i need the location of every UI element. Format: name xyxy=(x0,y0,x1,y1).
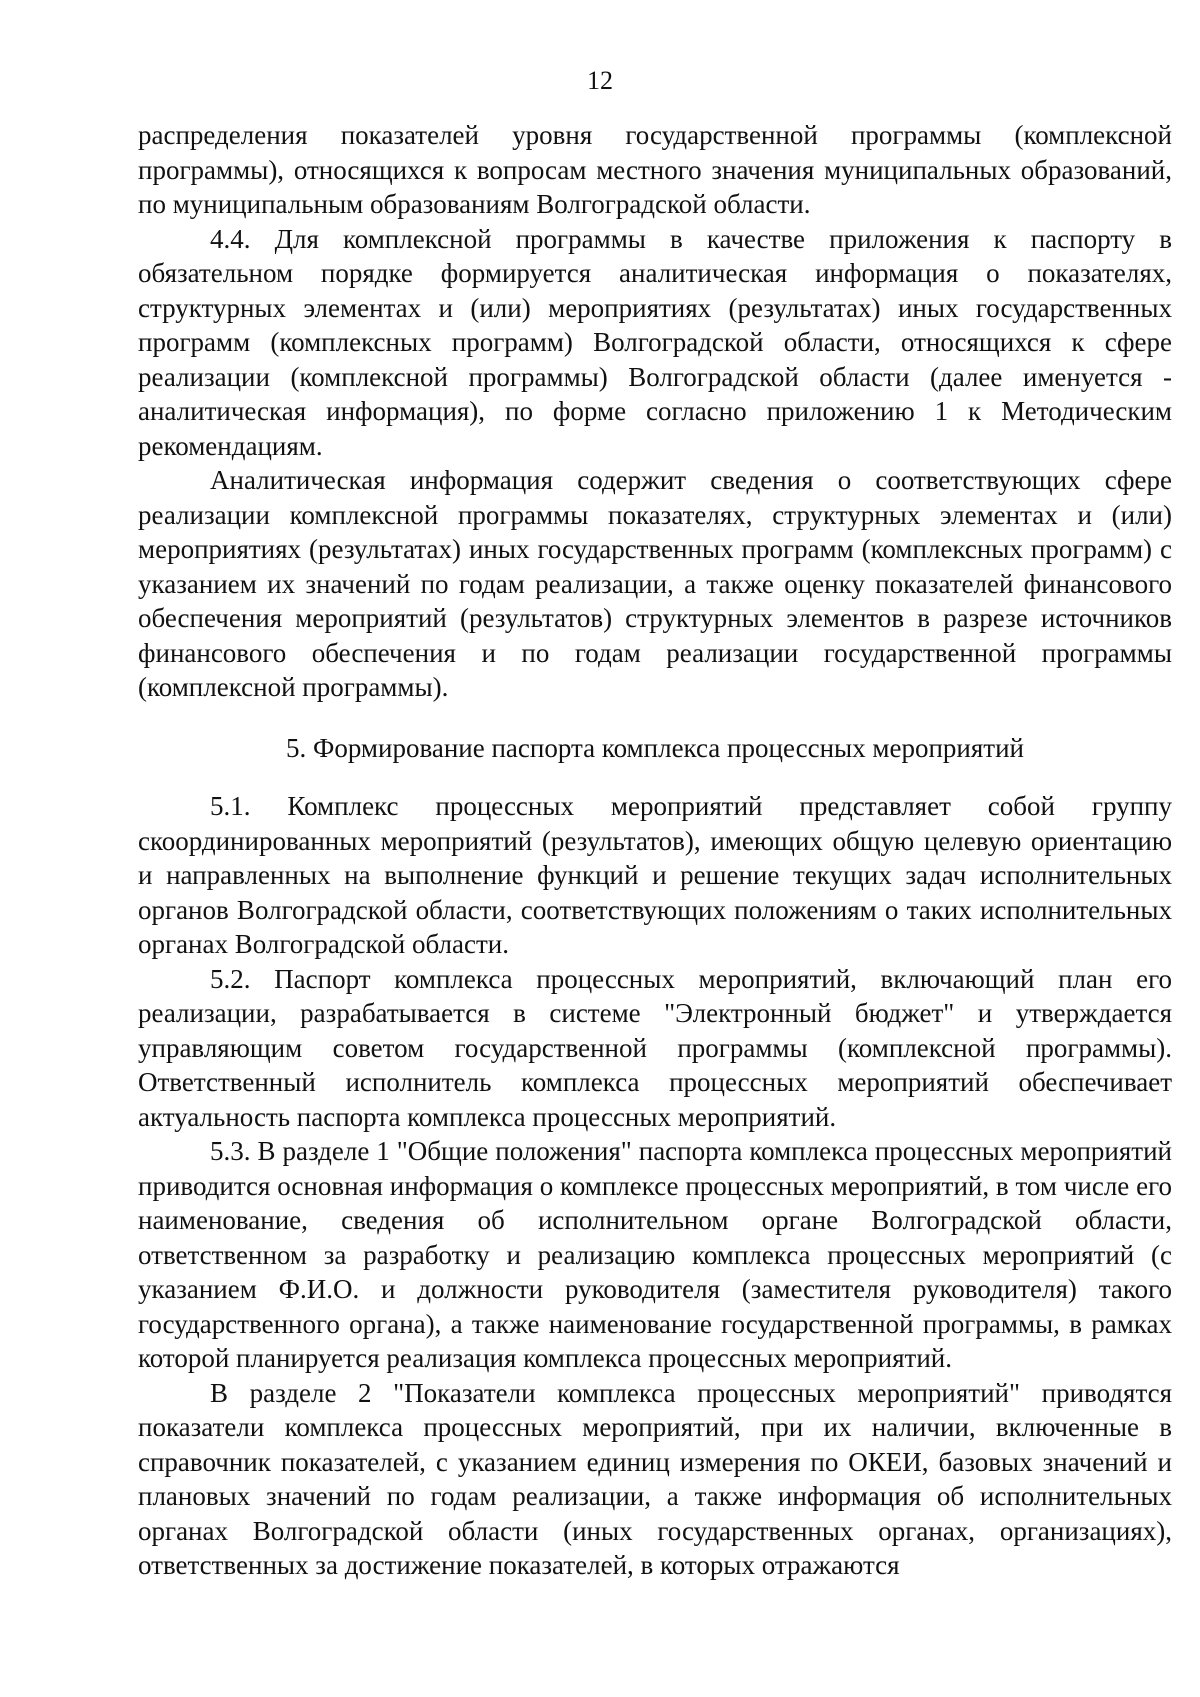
paragraph-4-4: 4.4. Для комплексной программы в качестве приложения к паспорту в обязательном порядке формируется аналитическая информация о показателях, структурных элементах и (или) мероприятиях (результатах) иных государственных программ (комплексных программ) Волгоградской области, относящихся к сфере реализации (комплексной программы) Волгоградской области (далее именуется - аналитическая информация), по форме согласно приложению 1 к Методическим рекомендациям. xyxy=(138,223,1172,461)
paragraph-analytical-info: Аналитическая информация содержит сведения о соответствующих сфере реализации комплексной программы показателях, структурных элементах и (или) мероприятиях (результатах) иных государственных программ (комплексных программ) с указанием их значений по годам реализации, а также оценку показателей финансового обеспечения мероприятий (результатов) структурных элементов в разрезе источников финансового обеспечения и по годам реализации государственной программы (комплексной программы). xyxy=(138,465,1172,702)
page-number: 12 xyxy=(587,66,613,95)
document-body xyxy=(138,118,1172,1583)
paragraph-section-2: В разделе 2 "Показатели комплекса процессных мероприятий" приводятся показатели комплекса процессных мероприятий, при их наличии, включенные в справочник показателей, с указанием единиц измерения по ОКЕИ, базовых значений и плановых значений по годам реализации, а также информация об исполнительных органах Волгоградской области (иных государственных органах, организациях), ответственных за достижение показателей, в которых отражаются xyxy=(138,1377,1172,1580)
paragraph-5-2: 5.2. Паспорт комплекса процессных мероприятий, включающий план его реализации, разрабатывается в системе "Электронный бюджет" и утверждается управляющим советом государственной программы (комплексной программы). Ответственный исполнитель комплекса процессных мероприятий обеспечивает актуальность паспорта комплекса процессных мероприятий. xyxy=(138,963,1172,1132)
paragraph-5-3: 5.3. В разделе 1 "Общие положения" паспорта комплекса процессных мероприятий приводится основная информация о комплексе процессных мероприятий, в том числе его наименование, сведения об исполнительном органе Волгоградской области, ответственном за разработку и реализацию комплекса процессных мероприятий (с указанием Ф.И.О. и должности руководителя (заместителя руководителя) такого государственного органа), а также наименование государственной программы, в рамках которой планируется реализация комплекса процессных мероприятий. xyxy=(138,1136,1172,1373)
section-heading: 5. Формирование паспорта комплекса процессных мероприятий xyxy=(285,732,1024,763)
paragraph-continuation: распределения показателей уровня государственной программы (комплексной программы), относящихся к вопросам местного значения муниципальных образований, по муниципальным образованиям Волгоградской области. xyxy=(138,120,1172,219)
paragraph-5-1: 5.1. Комплекс процессных мероприятий представляет собой группу скоординированных мероприятий (результатов), имеющих общую целевую ориентацию и направленных на выполнение функций и решение текущих задач исполнительных органов Волгоградской области, соответствующих положениям о таких исполнительных органах Волгоградской области. xyxy=(138,791,1172,959)
